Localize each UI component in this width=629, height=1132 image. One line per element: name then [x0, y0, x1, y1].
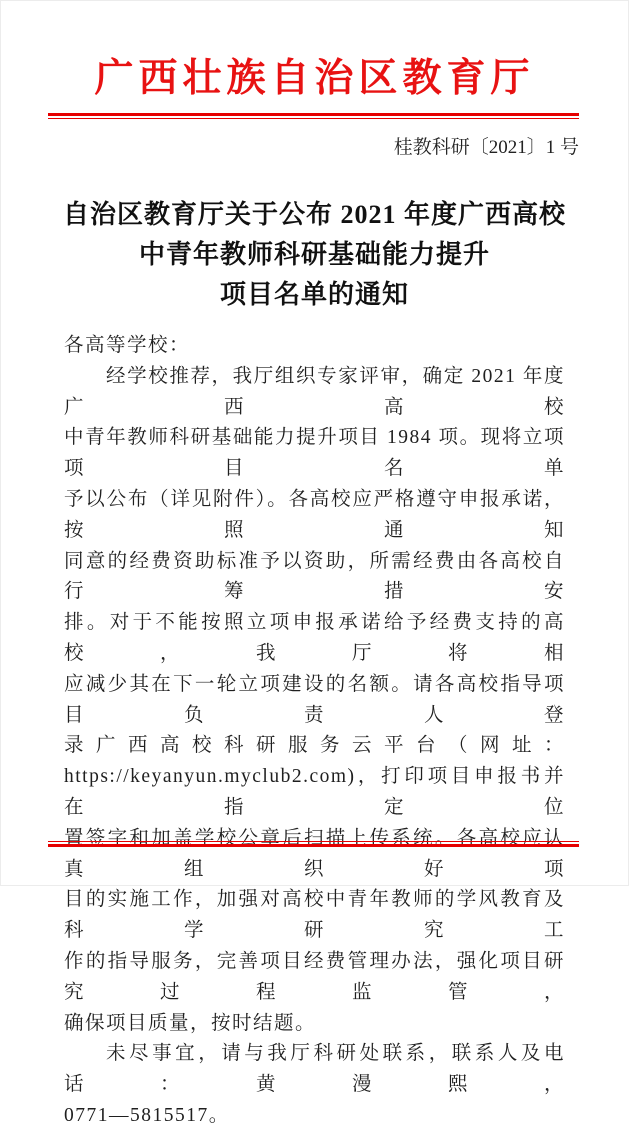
doc-title-line-2: 中青年教师科研基础能力提升 — [138, 240, 490, 269]
doc-number: 桂教科研〔2021〕1 号 — [393, 137, 579, 158]
agency-title: 广西壮族自治区教育厅 — [94, 57, 535, 100]
body-line: 录广西高校科研服务云平台（网址： — [64, 735, 565, 757]
body-line: 置签字和加盖学校公章后扫描上传系统。各高校应认真组织好项 — [64, 827, 565, 880]
body-line: 中青年教师科研基础能力提升项目 1984 项。现将立项项目名单 — [64, 427, 565, 480]
body-line: 同意的经费资助标准予以资助，所需经费由各高校自行筹措安 — [64, 550, 565, 603]
doc-title-line-1: 自治区教育厅关于公布 2021 年度广西高校 — [62, 200, 566, 229]
contact-phone-line: 0771—5815517。 — [64, 1104, 230, 1126]
body-line: 目的实施工作，加强对高校中青年教师的学风教育及科学研究工 — [64, 889, 565, 942]
paragraph-1 — [64, 362, 565, 1040]
footer-rule — [48, 841, 579, 847]
body-line: 作的指导服务，完善项目经费管理办法，强化项目研究过程监管， — [64, 950, 565, 1003]
body-line: 确保项目质量，按时结题。 — [64, 1012, 317, 1034]
body-line: 排。对于不能按照立项申报承诺给予经费支持的高校，我厅将相 — [64, 612, 565, 664]
body-line: 未尽事宜，请与我厅科研处联系，联系人及电话：黄漫熙， — [64, 1043, 565, 1096]
paragraph-2 — [64, 1039, 565, 1131]
document-body — [64, 331, 565, 1132]
header-rule — [48, 113, 579, 119]
doc-title — [1, 195, 628, 315]
body-line: 应减少其在下一轮立项建设的名额。请各高校指导项目负责人登 — [64, 673, 565, 726]
body-line-url: https://keyanyun.myclub2.com)，打印项目申报书并在指定位 — [64, 766, 565, 818]
doc-title-line-3: 项目名单的通知 — [219, 280, 409, 309]
body-line: 予以公布（详见附件）。各高校应严格遵守申报承诺，按照通知 — [64, 488, 565, 541]
salutation: 各高等学校： — [64, 335, 191, 356]
body-line: 经学校推荐，我厅组织专家评审，确定 2021 年度广西高校 — [64, 365, 565, 418]
